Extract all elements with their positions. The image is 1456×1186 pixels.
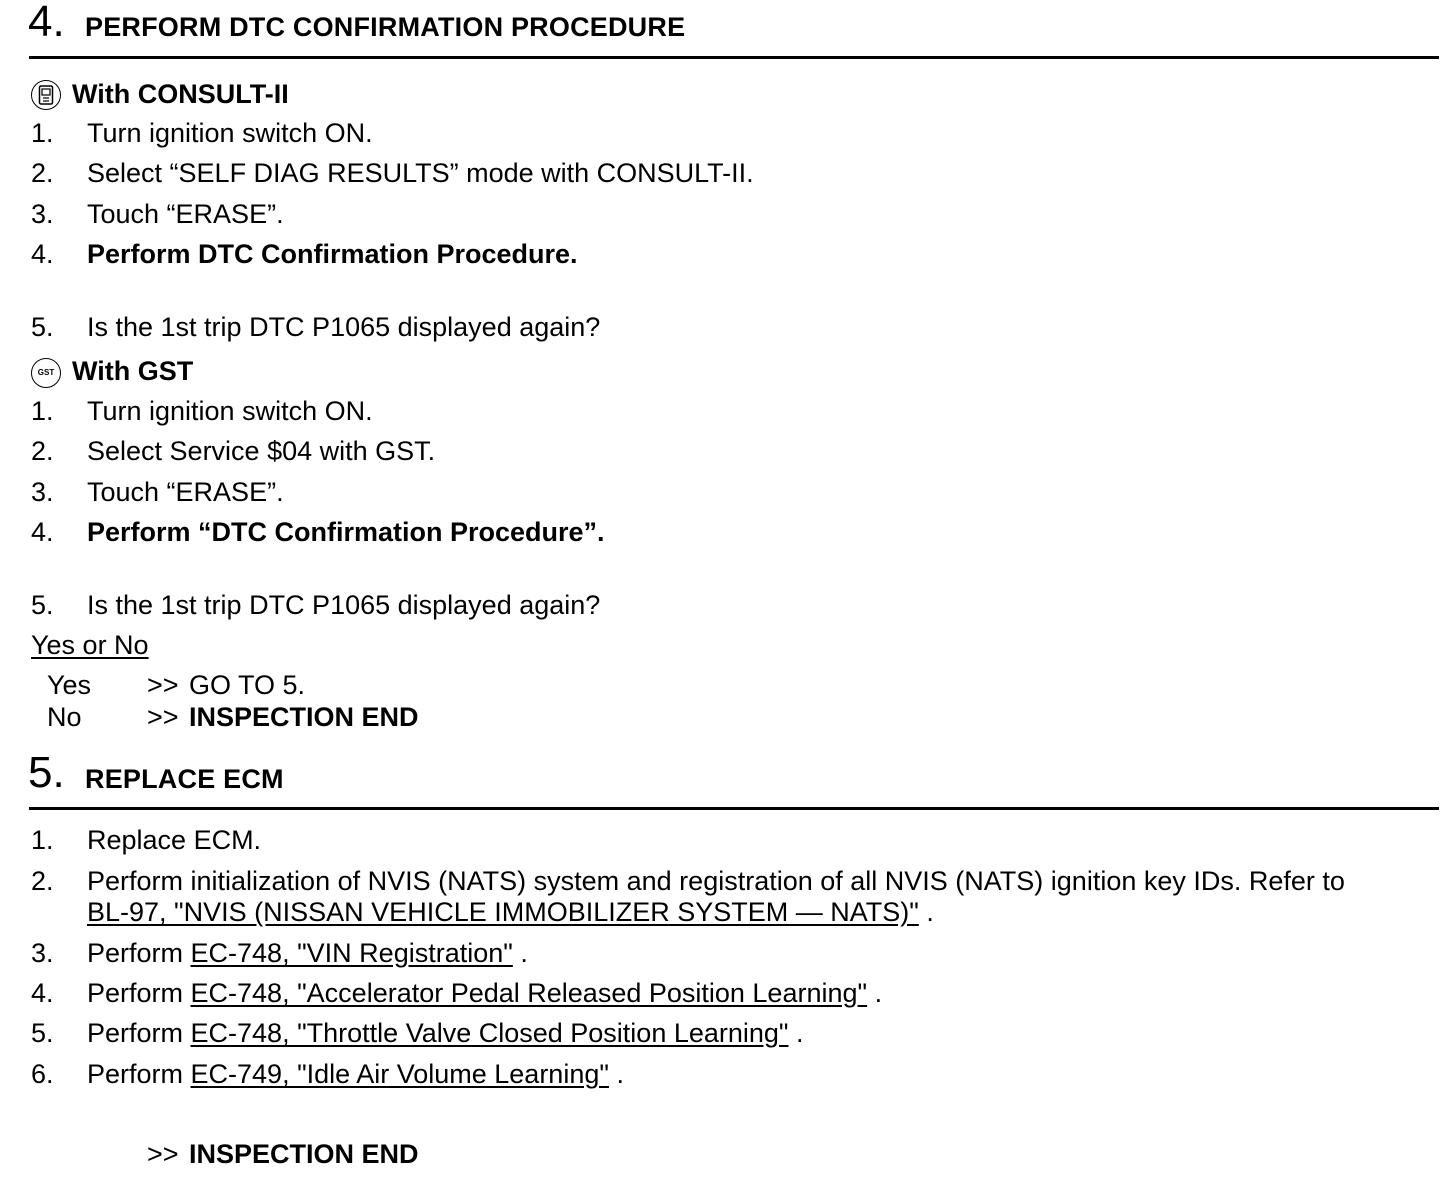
gst-item-5-num: 5. — [31, 590, 54, 620]
step-5-number: 5. — [28, 748, 65, 797]
consult-item-2-num: 2. — [31, 158, 54, 188]
consult-icon — [31, 80, 61, 110]
end-arrow: >> — [147, 1139, 179, 1169]
ecm-item-5-post: . — [788, 1018, 804, 1048]
gst-item-1-text: Turn ignition switch ON. — [87, 396, 373, 426]
end-action: INSPECTION END — [189, 1139, 419, 1169]
ecm-item-5-num: 5. — [31, 1018, 54, 1048]
gst-item-3-num: 3. — [31, 477, 54, 507]
ecm-item-6-text — [87, 1058, 624, 1090]
consult-item-3-num: 3. — [31, 199, 54, 229]
ecm-item-5-text — [87, 1017, 804, 1049]
no-action: INSPECTION END — [189, 702, 419, 732]
ecm-item-6-num: 6. — [31, 1059, 54, 1089]
ecm-item-1-text: Replace ECM. — [87, 825, 262, 855]
gst-item-3-text: Touch “ERASE”. — [87, 477, 284, 507]
consult-item-4-text: Perform DTC Confirmation Procedure. — [87, 239, 578, 269]
consult-item-5-text: Is the 1st trip DTC P1065 displayed again? — [87, 312, 601, 342]
consult-item-1-num: 1. — [31, 118, 54, 148]
step-5-rule — [29, 807, 1439, 810]
throttle-valve-learning-link[interactable]: EC-748, "Throttle Valve Closed Position Learning" — [190, 1018, 789, 1048]
no-key: No — [47, 702, 82, 732]
gst-icon-label: GST — [37, 368, 55, 377]
step-4-number: 4. — [28, 0, 65, 46]
consult-item-1-text: Turn ignition switch ON. — [87, 118, 373, 148]
ecm-item-4-post: . — [867, 978, 883, 1008]
vin-registration-link[interactable]: EC-748, "VIN Registration" — [190, 938, 513, 968]
bl-97-link[interactable]: BL-97, "NVIS (NISSAN VEHICLE IMMOBILIZER SYSTEM — NATS)" — [87, 897, 919, 927]
no-arrow: >> — [147, 702, 179, 732]
gst-heading: With GST — [72, 356, 194, 386]
ecm-item-6-post: . — [608, 1059, 624, 1089]
ecm-item-4-num: 4. — [31, 978, 54, 1008]
consult-item-2-text: Select “SELF DIAG RESULTS” mode with CONSULT-II. — [87, 158, 754, 188]
idle-air-volume-learning-link[interactable]: EC-749, "Idle Air Volume Learning" — [190, 1059, 609, 1089]
ecm-item-2-text: Perform initialization of NVIS (NATS) system and registration of all NVIS (NATS) ignition key IDs. Refer to — [87, 866, 1345, 896]
yes-key: Yes — [47, 670, 92, 700]
accelerator-pedal-learning-link[interactable]: EC-748, "Accelerator Pedal Released Position Learning" — [190, 978, 868, 1008]
gst-item-2-text: Select Service $04 with GST. — [87, 436, 436, 466]
ecm-item-3-post: . — [512, 938, 528, 968]
consult-item-4-num: 4. — [31, 239, 54, 269]
ecm-item-2-num: 2. — [31, 866, 54, 896]
consult-item-3-text: Touch “ERASE”. — [87, 199, 284, 229]
gst-icon — [31, 358, 61, 388]
step-4-rule — [29, 56, 1439, 59]
consult-item-5-num: 5. — [31, 312, 54, 342]
gst-item-5-text: Is the 1st trip DTC P1065 displayed again? — [87, 590, 601, 620]
ecm-item-2-post: . — [918, 897, 934, 927]
gst-item-1-num: 1. — [31, 396, 54, 426]
yes-arrow: >> — [147, 670, 179, 700]
gst-item-2-num: 2. — [31, 436, 54, 466]
ecm-item-5-pre: Perform — [87, 1018, 191, 1048]
gst-item-4-num: 4. — [31, 517, 54, 547]
ecm-item-1-num: 1. — [31, 825, 54, 855]
gst-item-4-text: Perform “DTC Confirmation Procedure”. — [87, 517, 605, 547]
ecm-item-4-text — [87, 977, 882, 1009]
step-4-title: PERFORM DTC CONFIRMATION PROCEDURE — [85, 12, 686, 42]
step-5-title: REPLACE ECM — [85, 764, 284, 794]
consult-heading: With CONSULT-II — [72, 79, 289, 109]
yes-or-no-label: Yes or No — [31, 630, 149, 660]
ecm-item-6-pre: Perform — [87, 1059, 191, 1089]
ecm-item-3-num: 3. — [31, 938, 54, 968]
yes-action: GO TO 5. — [189, 670, 306, 700]
ecm-item-3-pre: Perform — [87, 938, 191, 968]
ecm-item-3-text — [87, 937, 528, 969]
ecm-item-4-pre: Perform — [87, 978, 191, 1008]
ecm-item-2-ref — [87, 896, 934, 928]
